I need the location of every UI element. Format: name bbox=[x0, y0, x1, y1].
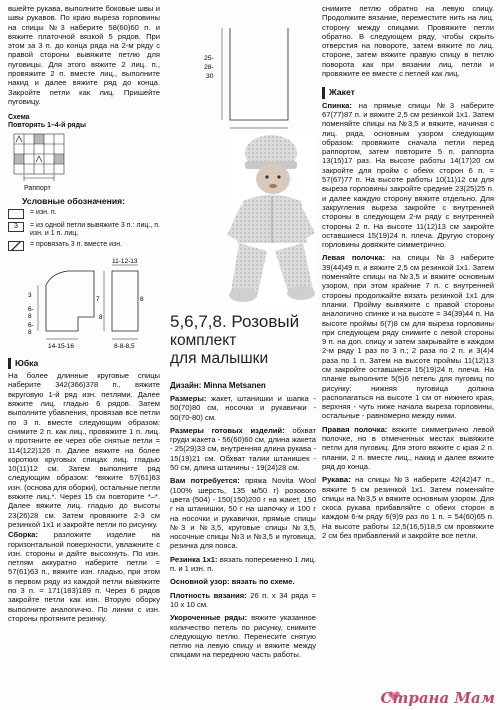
assembly-text: разложите изделие на горизонтальной поверхности, увлажните с изн. стороны и дайте высохнуть. По изн. петлям аккуратно наберите петли = 57(61)63 п., вяжите изн. гладью, при этом в первом ряду из каждой петли вывяжите по 3 п. = 171(183)189 п. Через 6 рядов закройте петли как изн. Вторую оборку выполните аналогично. По линии с изн. стороны протяните резинку. bbox=[8, 530, 160, 623]
dim-label: 11-12-13 bbox=[112, 257, 138, 265]
dim-label: 25- bbox=[204, 55, 214, 62]
column-right bbox=[322, 4, 494, 541]
finished-sizes-text: обхват груди жакета - 56(60)60 см, длина жакета - 25(29)33 см, внутренняя длина рукава - 15(19)21 см. Обхват талии штанишек - 50 см, длина штанины - 19(24)28 см. bbox=[170, 425, 316, 473]
legend-text: = провязать 3 п. вместе изн. bbox=[30, 240, 123, 248]
assembly-label: Сборка: bbox=[8, 530, 38, 540]
dim-label: 8 bbox=[140, 295, 144, 303]
back-label: Спинка: bbox=[322, 100, 352, 110]
sleeves-text: на спицы №3 наберите 42(42)47 п., вяжите 5 см резинкой 1х1. Затем поменяйте спицы на №3,5 и вяжите основным узором. Для скоса рукава прибавляйте с обеих сторон в каждом 6-м ряду 6(9)9 раз по 1 п. = 54(60)65 п. На высоте работы 12,5(16,5)18,5 см провяжите 2 см без прибавлений и закройте все петли. bbox=[322, 475, 494, 541]
back-text: на прямые спицы №3 наберите 67(77)87 п. и вяжите 2,5 см резинкой 1х1. Затем поменяйте спицы на №3,5 и вяжите, начиная с лиц. ряда, основным узором следующим образом: провяжите сначала петли перед раппортом, затем повторите 5 п. раппорта 13(15)17 раз. На высоте работы 14(17)20 см закройте для пройм с обеих сторон 6 п. = 57(67)77 п. На высоте работы 10(11)12 см для выреза горловины закройте средние 23(25)25 п. и далее каждую сторону вяжите отдельно. Для закругления выреза закройте с внутренней стороны в следующем 2-м ряду с внутренней стороны 2 п. На высоте 11(12)13 см закройте оставшиеся 15(19)24 п. плеча. Другую сторону горловины довяжите симметрично. bbox=[322, 100, 494, 250]
intro-paragraph: вшейте рукава, выполните боковые швы и швы рукавов. По краю выреза горловины на спицы №3 наберите 58(60)60 п. и вяжите платочной вязкой 5 рядов. При этом за 3 п. до конца ряда на 2-м ряду с правой стороны вывяжите петлю для пуговицы. Для этого вяжите 2 лиц. п., провяжите 2 п. вместе лиц., выполните накид и далее вяжите ряд до конца. Закройте петли как лиц. Пришейте пуговицу. bbox=[8, 4, 160, 106]
legend-text: = из одной петли вывяжите 3 п.: лиц., п. изн. и 1 п. лиц. bbox=[30, 221, 160, 237]
knitting-chart bbox=[10, 132, 70, 184]
finished-sizes-label: Размеры готовых изделий: bbox=[170, 425, 285, 435]
title-line: для малышки bbox=[170, 350, 269, 367]
site-watermark: Страна Мам bbox=[380, 689, 495, 707]
dim-label: 8 bbox=[28, 328, 32, 336]
right-front-label: Правая полочка: bbox=[322, 424, 388, 434]
legend-text: = изн. п. bbox=[30, 208, 57, 216]
main-pattern-text: вязать по схеме. bbox=[231, 577, 295, 587]
legend-item bbox=[8, 209, 160, 219]
gauge-text: 26 п. х 34 ряда = 10 х 10 см. bbox=[170, 590, 316, 609]
left-front-label: Левая полочка: bbox=[322, 253, 386, 263]
legend-item bbox=[8, 241, 160, 251]
title-line: комплект bbox=[170, 332, 237, 349]
short-rows-continued: снимите петлю обратно на левую спицу. Продолжите вязание, переместите нить на лиц. сторону между спицами. Провяжите петли обратно. В следующем ряду, чтобы скрыть отверстия на повороте, затем вяжите по лиц. стороне, затем вяжите правую спицу в петлю поворота как при вязании лиц. петли и провяжите ее вместе с петлей как лиц. bbox=[322, 4, 494, 79]
dim-label: 8-8-8,5 bbox=[114, 342, 135, 350]
purl-stitch-symbol bbox=[8, 209, 24, 219]
left-front-text: на спицы №3 наберите 39(44)49 п. и вяжите 2,5 см резинкой 1х1. Затем поменяйте спицы на №3,5 и вяжите основным узором, при этом крайние 7 п. с внутренней стороны продолжайте вязать резинкой 1х1 для планки. Пройму вывяжите с правой стороны аналогично спинке и на высоте = 34(39)44 п. На высоте проймы 6(7)8 см для выреза горловины при следующем ряду снимите с левой стороны 9 п. на доп. спицу и затем закрывайте в каждом 2-м ряду 1 раз по 3 п.; 2 раза по 2 п. и 3(4)4 раза по 1 п. Затем на высоте проймы 11(12)13 см закройте оставшиеся 15(19)24 п. плеча. На планке выполните 5(5)6 петель для пуговиц по рисунку: нижняя пуговица должна располагаться на высоте 1 см от нижнего края, верхняя - чуть ниже начала выреза горловины, остальные - равномерно между ними. bbox=[322, 253, 494, 421]
sizes-text: жакет, штанишки и шапка - 50(70)80 см, носочки и рукавички - 50(70-80) см. bbox=[170, 394, 316, 422]
column-left bbox=[8, 4, 160, 624]
short-rows-text: вяжите указанное количество петель по рисунку, снимите следующую петлю. Перенесите снятую петлю на левую спицу и вяжите между спицами на переднюю часть работы. bbox=[170, 613, 316, 660]
scheme-subtitle: Повторять 1–4-й ряды bbox=[8, 122, 87, 130]
legend-title: Условные обозначения: bbox=[22, 195, 125, 206]
dim-label: 3 bbox=[28, 291, 32, 299]
legend-list bbox=[8, 209, 160, 251]
dim-label: 6- bbox=[28, 305, 34, 313]
scheme-block bbox=[8, 114, 160, 193]
decrease-symbol bbox=[8, 241, 24, 251]
skirt-paragraph: На более длинные круговые спицы наберите 342(366)378 п., вяжите вкруговую 1-й ряд изн. петлями. Далее вяжите лиц. гладью 6 рядов. Затем выполните убавления, провязав все петли по 3 п. вместе следующим образом: снимите 2 п. как лиц., провяжите 1 п. лиц. и протяните ее через обе снятые петли = 114(122)126 п. Далее вяжите на более коротких круговых спицах лиц. гладью 10(11)12 см. Затем выполните ряд следующим образом: *вяжите 57(61)63 изн. (основа для оборки), остальные петли вяжите лиц.*. Через 15 см повторите *–*. Далее вяжите лиц. гладью до высоты 23(26)28 см. Затем провяжите 2-3 см резинкой 1х1 и закройте петли по рисунку. bbox=[8, 371, 160, 529]
trousers-schematic bbox=[8, 257, 158, 352]
jacket-heading: Жакет bbox=[322, 87, 494, 98]
gauge-label: Плотность вязания: bbox=[170, 590, 247, 600]
main-pattern-label: Основной узор: bbox=[170, 577, 230, 587]
sizes-label: Размеры: bbox=[170, 394, 207, 403]
dim-label: 14-15-16 bbox=[48, 342, 75, 350]
title-numbers: 5,6,7,8. Розовый bbox=[170, 312, 300, 331]
dim-label: 8 bbox=[28, 312, 32, 320]
dim-label: 30 bbox=[206, 73, 214, 80]
dim-label: 28- bbox=[204, 64, 214, 71]
rapport-label: Раппорт bbox=[24, 185, 51, 193]
skirt-heading: Юбка bbox=[8, 358, 160, 369]
pattern-title bbox=[170, 312, 316, 368]
dim-label: 6- bbox=[28, 321, 34, 329]
designer-credit: Дизайн: Minna Metsanen bbox=[170, 381, 266, 390]
rib-text: вязать попеременно 1 лиц. п. и 1 изн. п. bbox=[170, 554, 316, 574]
sleeves-label: Рукава: bbox=[322, 475, 351, 485]
dim-label: 8 bbox=[99, 313, 103, 321]
column-middle bbox=[170, 394, 316, 661]
sleeve-schematic bbox=[200, 24, 310, 144]
materials-text: пряжа Novita Wool (100% шерсть, 135 м/50 г) розового цвета (504) - 150(150)200 г на жакет, 150 г на штанишки, 50 г на шапочку и 100 г на носочки и рукавички, прямые спицы №3 и №3,5, круговые спицы №3,5, носочные спицы №3 и №3,5 и пуговица, резинка для пояса. bbox=[170, 476, 316, 551]
short-rows-label: Укороченные ряды: bbox=[170, 613, 248, 623]
legend-item bbox=[8, 222, 160, 238]
materials-label: Вам потребуется: bbox=[170, 476, 240, 486]
scheme-title: Схема bbox=[8, 114, 30, 122]
dim-label: 7 bbox=[96, 295, 100, 303]
right-front-text: вяжите симметрично левой полочке, но в отмеченных местах вывяжите петли для пуговиц. Для этого вяжите с края 2 п. планки, 2 п. вместе лиц., накид и далее вяжите ряд до конца. bbox=[322, 424, 494, 471]
baby-photo bbox=[227, 131, 315, 305]
increase-symbol: 3 bbox=[8, 222, 24, 232]
rib-label: Резинка 1х1: bbox=[170, 554, 218, 564]
